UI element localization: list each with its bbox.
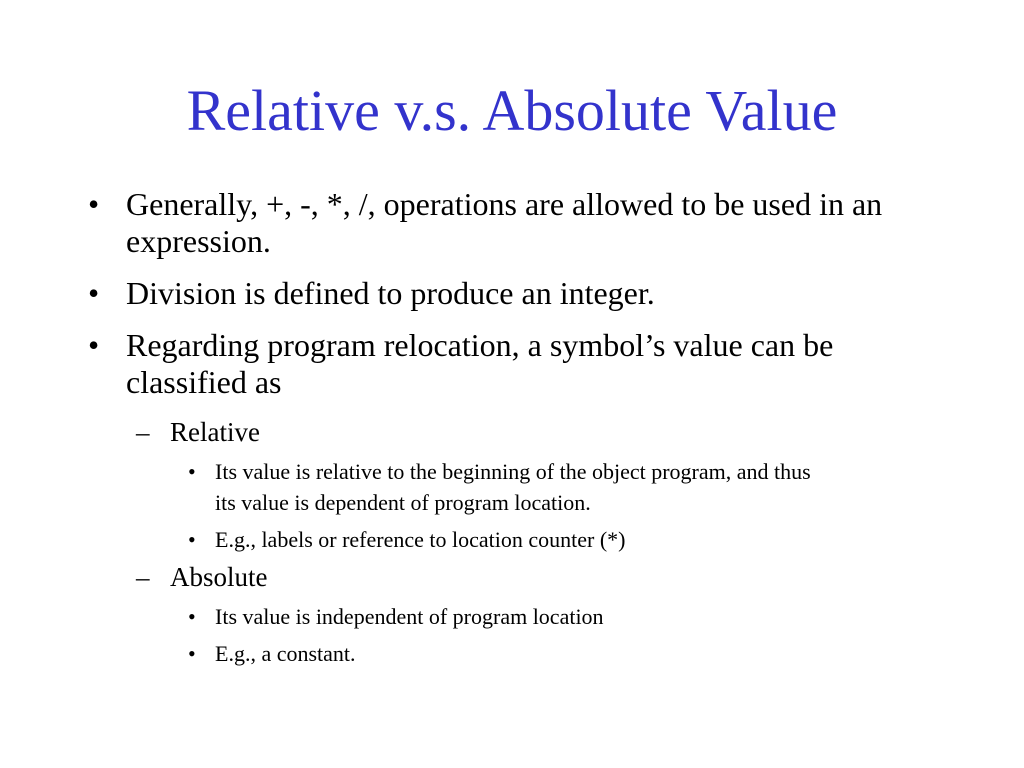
- slide-body: [88, 186, 948, 675]
- bullet-text: Generally, +, -, *, /, operations are allowed to be used in an expression.: [126, 186, 883, 259]
- dash-marker: –: [136, 562, 150, 592]
- bullet-item: [88, 186, 948, 260]
- slide-title: Relative v.s. Absolute Value: [186, 78, 838, 143]
- detail-list: [88, 601, 948, 669]
- detail-text: E.g., labels or reference to location counter (*): [215, 527, 626, 552]
- bullet-item: [88, 275, 948, 312]
- sub-bullet-text: Relative: [170, 417, 260, 447]
- detail-item: [188, 524, 835, 555]
- bullet-text: Regarding program relocation, a symbol’s value can be classified as: [126, 327, 834, 400]
- detail-text: E.g., a constant.: [215, 641, 356, 666]
- bullet-marker: •: [88, 275, 100, 311]
- sub-bullet-list: [88, 416, 948, 448]
- bullet-text: Division is defined to produce an integer.: [126, 275, 655, 311]
- sub-bullet-item: [136, 416, 948, 448]
- detail-marker: •: [188, 459, 196, 484]
- detail-item: [188, 601, 835, 632]
- bullet-marker: •: [88, 327, 100, 363]
- detail-text: Its value is relative to the beginning of the object program, and thus its value is dependent of program location.: [215, 459, 811, 515]
- detail-item: [188, 456, 835, 518]
- dash-marker: –: [136, 417, 150, 447]
- detail-marker: •: [188, 641, 196, 666]
- detail-marker: •: [188, 527, 196, 552]
- sub-bullet-list: [88, 561, 948, 593]
- sub-bullet-text: Absolute: [170, 562, 268, 592]
- bullet-list: [88, 186, 948, 401]
- detail-marker: •: [188, 604, 196, 629]
- detail-list: [88, 456, 948, 555]
- bullet-marker: •: [88, 186, 100, 222]
- bullet-item: [88, 327, 948, 401]
- sub-bullet-item: [136, 561, 948, 593]
- detail-text: Its value is independent of program location: [215, 604, 604, 629]
- detail-item: [188, 638, 835, 669]
